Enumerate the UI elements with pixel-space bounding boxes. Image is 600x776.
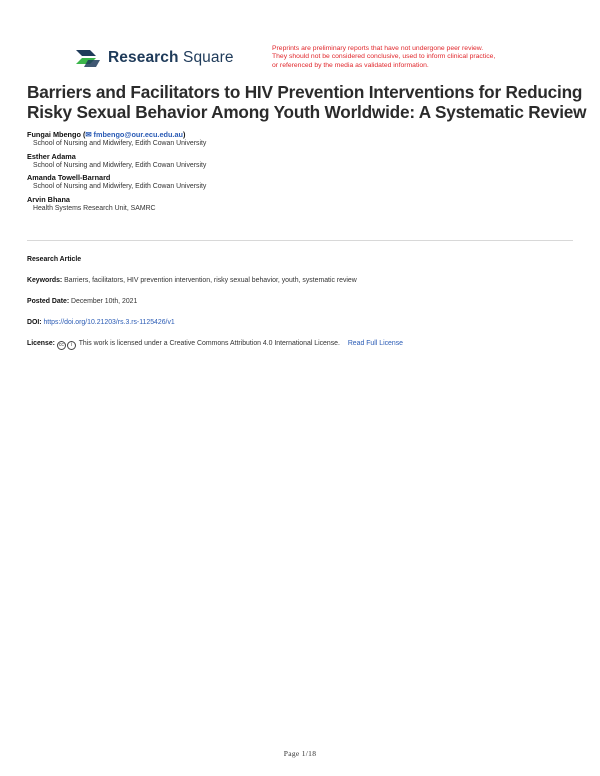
attribution-icon[interactable]: i: [67, 341, 76, 350]
keywords-value: Barriers, facilitators, HIV prevention intervention, risky sexual behavior, youth, systematic review: [64, 277, 357, 284]
doi-link[interactable]: https://doi.org/10.21203/rs.3.rs-1125426/v1: [43, 319, 175, 326]
author-affiliation: School of Nursing and Midwifery, Edith Cowan University: [33, 140, 207, 147]
research-square-logo-icon: [74, 47, 102, 69]
doi-row: DOI: https://doi.org/10.21203/rs.3.rs-1125426/v1: [27, 319, 175, 326]
article-type: Research Article: [27, 256, 82, 263]
author-name: Fungai Mbengo (✉ fmbengo@our.ecu.edu.au): [27, 130, 186, 139]
posted-date-value: December 10th, 2021: [71, 298, 138, 305]
author-name: Esther Adama: [27, 151, 76, 161]
page-number: Page 1/18: [283, 749, 317, 758]
disclaimer-line: They should not be considered conclusive, used to inform clinical practice,: [272, 53, 496, 61]
research-square-logo[interactable]: [74, 47, 234, 69]
author-list: [27, 130, 567, 216]
envelope-icon: ✉: [85, 130, 92, 139]
license-row: License: cc i This work is licensed under a Creative Commons Attribution 4.0 International License. Read Full License: [27, 340, 403, 348]
author-affiliation: School of Nursing and Midwifery, Edith Cowan University: [33, 183, 207, 190]
read-full-license-link[interactable]: Read Full License: [347, 340, 403, 347]
section-divider: [27, 240, 573, 241]
author-name: Arvin Bhana: [27, 194, 70, 204]
logo-wordmark: Research Square: [108, 49, 234, 66]
paper-title: Barriers and Facilitators to HIV Prevention Interventions for Reducing Risky Sexual Behavior Among Youth Worldwide: A Systematic Review: [27, 82, 587, 122]
posted-date-row: Posted Date: December 10th, 2021: [27, 298, 138, 305]
author-email-link[interactable]: ✉ fmbengo@our.ecu.edu.au: [85, 130, 183, 139]
keywords-row: Keywords: Barriers, facilitators, HIV prevention intervention, risky sexual behavior, youth, systematic review: [27, 277, 357, 284]
disclaimer-line: Preprints are preliminary reports that have not undergone peer review.: [272, 45, 484, 52]
creative-commons-icon[interactable]: cc: [58, 342, 64, 348]
preprint-disclaimer: [272, 45, 572, 70]
author-name: Amanda Towell-Barnard: [27, 173, 111, 182]
author-affiliation: Health Systems Research Unit, SAMRC: [33, 204, 156, 212]
author-affiliation: School of Nursing and Midwifery, Edith Cowan University: [33, 161, 207, 169]
disclaimer-line: or referenced by the media as validated information.: [272, 61, 429, 69]
license-text: This work is licensed under a Creative Commons Attribution 4.0 International License.: [78, 340, 340, 347]
